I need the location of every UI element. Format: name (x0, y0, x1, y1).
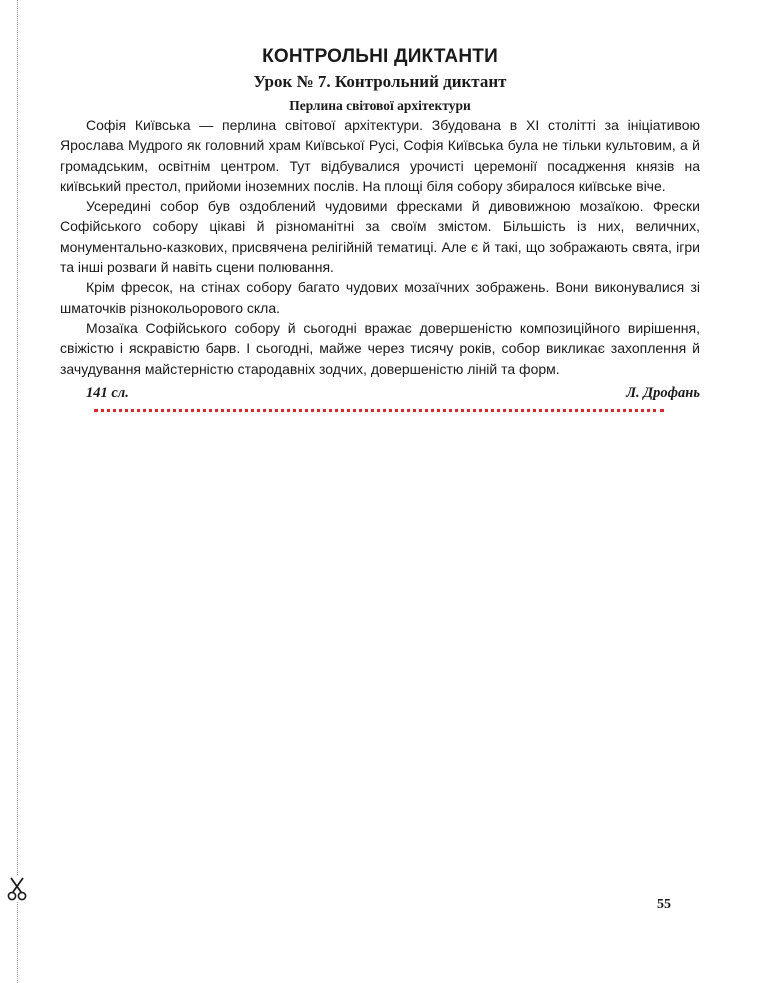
document-content (60, 44, 700, 412)
paragraph: Крім фресок, на стінах собору багато чудових мозаїчних зображень. Вони виконувалися зі шматочків різнокольорового скла. (60, 279, 700, 316)
scissors-icon (6, 876, 28, 902)
text-title: Перлина світової архітектури (289, 98, 471, 113)
page-number: 55 (657, 897, 671, 912)
lesson-title: Урок № 7. Контрольний диктант (253, 72, 507, 91)
paragraph: Софія Київська — перлина світової архітектури. Збудована в XI столітті за ініціативою Ярослава Мудрого як головний храм Київської Русі, Софія Київська була не тільки культовим, а й громадським, освітнім центром. Тут відбувалися урочисті церемонії посадження князів на київський престол, прийоми іноземних послів. На площі біля собору збиралося київське віче. (60, 117, 700, 194)
cut-line (17, 0, 18, 983)
text-footer (60, 383, 700, 403)
word-count: 141 сл. (86, 384, 129, 401)
author-name: Л. Дрофань (626, 384, 700, 401)
paragraph: Мозаїка Софійського собору й сьогодні вражає довершеністю композиційного вирішення, свіжістю і яскравістю барв. І сьогодні, майже через тисячу років, собор викликає захоплення й зачудування майстерністю стародавніх зодчих, довершеністю ліній та форм. (60, 319, 700, 377)
red-dotted-separator (94, 409, 664, 412)
section-title: КОНТРОЛЬНІ ДИКТАНТИ (262, 46, 498, 67)
paragraph: Усередині собор був оздоблений чудовими фресками й дивовижною мозаїкою. Фрески Софійського собору цікаві й різноманітні за своїм змістом. Більшість із них, величних, монументально-казкових, присвячена релігійній тематиці. Але є й такі, що зображають свята, ігри та інші розваги й навіть сцени полювання. (60, 198, 700, 276)
